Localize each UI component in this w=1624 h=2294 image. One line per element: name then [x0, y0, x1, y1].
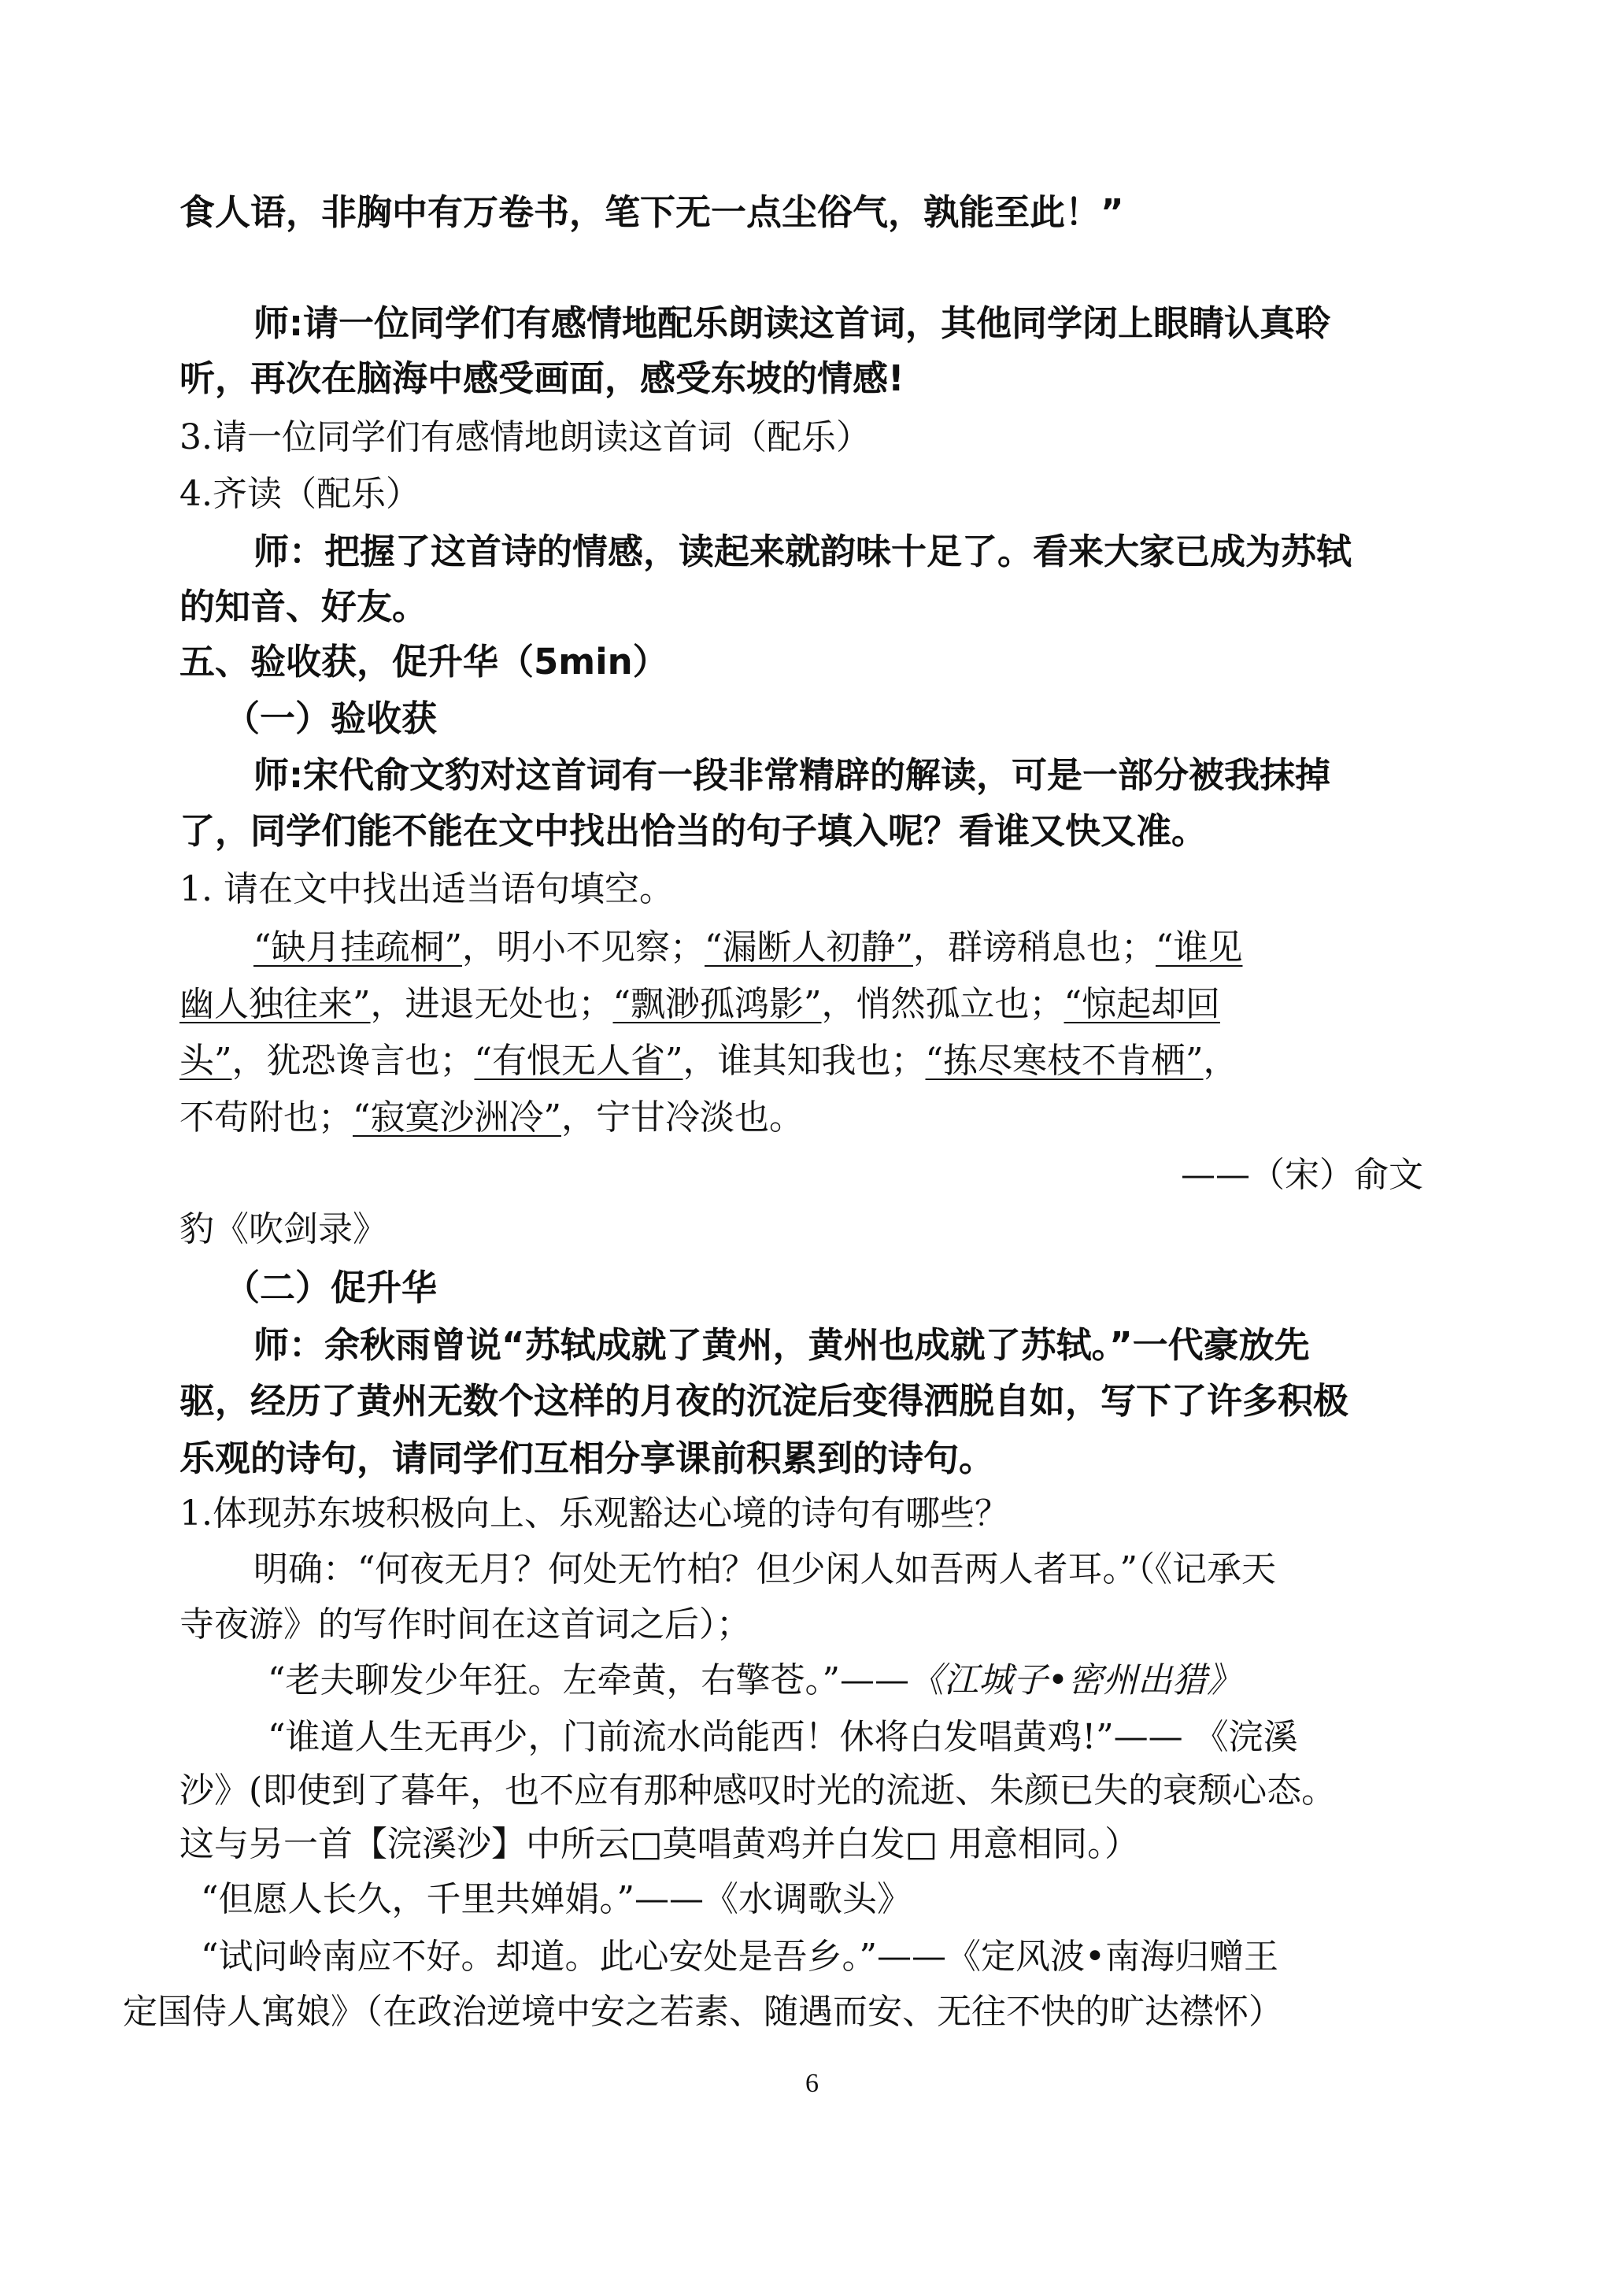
subsection-heading: （一）验收获 [224, 697, 438, 739]
text-line [268, 1657, 1241, 1704]
text-line: 师:请一位同学们有感情地配乐朗读这首词，其他同学闭上眼睛认真聆 [253, 302, 1330, 344]
fill-text: ，悄然孤立也； [821, 984, 1064, 1024]
fill-text: ，群谤稍息也； [913, 927, 1156, 968]
text-line: 师：余秋雨曾说“苏轼成就了黄州，黄州也成就了苏轼。”一代豪放先 [253, 1324, 1310, 1366]
text-line: 定国侍人寓娘》（在政治逆境中安之若素、随遇而安、无往不快的旷达襟怀） [123, 1992, 1283, 2032]
citation: 豹《吹剑录》 [179, 1209, 387, 1249]
answer-blank: “漏断人初静” [705, 927, 913, 968]
text-line: 3.请一位同学们有感情地朗读这首词（配乐） [179, 417, 871, 457]
fill-text: ，明小不见察； [462, 927, 705, 968]
fill-text: 不苟附也； [179, 1097, 353, 1138]
page-number: 6 [805, 2069, 819, 2098]
text-line: 明确：“何夜无月？何处无竹柏？但少闲人如吾两人者耳。”（《记承天 [253, 1549, 1276, 1589]
fill-line [179, 1094, 804, 1141]
poem-source: 《江城子•密州出猎》 [909, 1660, 1241, 1700]
fill-text: ，谁其知我也； [683, 1041, 926, 1081]
exercise-prompt: 1. 请在文中找出适当语句填空。 [179, 869, 674, 909]
poem-quote: “老夫聊发少年狂。左牵黄，右擎苍。”—— [268, 1660, 909, 1700]
text-line: 师:宋代俞文豹对这首词有一段非常精辟的解读，可是一部分被我抹掉 [253, 754, 1330, 796]
text-line: 的知音、好友。 [179, 586, 428, 627]
text-line: “谁道人生无再少，门前流水尚能西！休将白发唱黄鸡!”—— 《浣溪 [268, 1717, 1298, 1757]
answer-blank: “拣尽寒枝不肯栖” [925, 1041, 1204, 1081]
citation: ——（宋）俞文 [1181, 1155, 1423, 1195]
subsection-heading: （二）促升华 [224, 1267, 438, 1308]
text-line: 4.齐读（配乐） [179, 474, 420, 514]
answer-blank: 头” [179, 1041, 232, 1081]
answer-blank: “有恨无人省” [474, 1041, 683, 1081]
text-line: 听，再次在脑海中感受画面，感受东坡的情感! [179, 357, 904, 399]
text-line: 沙》(即使到了暮年，也不应有那种感叹时光的流逝、朱颜已失的衰颓心态。 [179, 1770, 1337, 1811]
fill-line [179, 981, 1220, 1028]
text-line: 乐观的诗句，请同学们互相分享课前积累到的诗句。 [179, 1437, 995, 1479]
fill-line [179, 1038, 1238, 1085]
text-line: 了，同学们能不能在文中找出恰当的句子填入呢？看谁又快又准。 [179, 810, 1208, 852]
text-line: 驱，经历了黄州无数个这样的月夜的沉淀后变得洒脱自如，写下了许多积极 [179, 1380, 1349, 1422]
fill-text: ，进退无处也； [370, 984, 613, 1024]
answer-blank: “缺月挂疏桐” [253, 927, 462, 968]
text-line: 这与另一首【浣溪沙】中所云□莫唱黄鸡并白发□ 用意相同。） [179, 1824, 1140, 1864]
text-line: 师：把握了这首诗的情感，读起来就韵味十足了。看来大家已成为苏轼 [253, 531, 1352, 572]
answer-blank: 幽人独往来” [179, 984, 371, 1024]
text-line: “试问岭南应不好。却道。此心安处是吾乡。”——《定风波•南海归赠王 [201, 1937, 1278, 1977]
section-heading: 五、验收获，促升华（5min） [179, 641, 668, 683]
answer-blank: “飘渺孤鸿影” [612, 984, 822, 1024]
text-line: “但愿人长久，千里共婵娟。”——《水调歌头》 [201, 1879, 912, 1919]
fill-text: ，宁甘冷淡也。 [561, 1097, 804, 1138]
answer-blank: “惊起却回 [1064, 984, 1220, 1024]
text-line: 寺夜游》的写作时间在这首词之后）； [179, 1604, 751, 1645]
fill-line [253, 924, 1243, 971]
fill-text: ，犹恐谗言也； [231, 1041, 475, 1081]
fill-text: ， [1203, 1041, 1238, 1081]
text-line: 食人语，非胸中有万卷书，笔下无一点尘俗气，孰能至此！” [179, 191, 1124, 233]
answer-blank: “寂寞沙洲冷” [353, 1097, 561, 1138]
question: 1.体现苏东坡积极向上、乐观豁达心境的诗句有哪些？ [179, 1493, 1009, 1534]
answer-blank: “谁见 [1156, 927, 1243, 968]
